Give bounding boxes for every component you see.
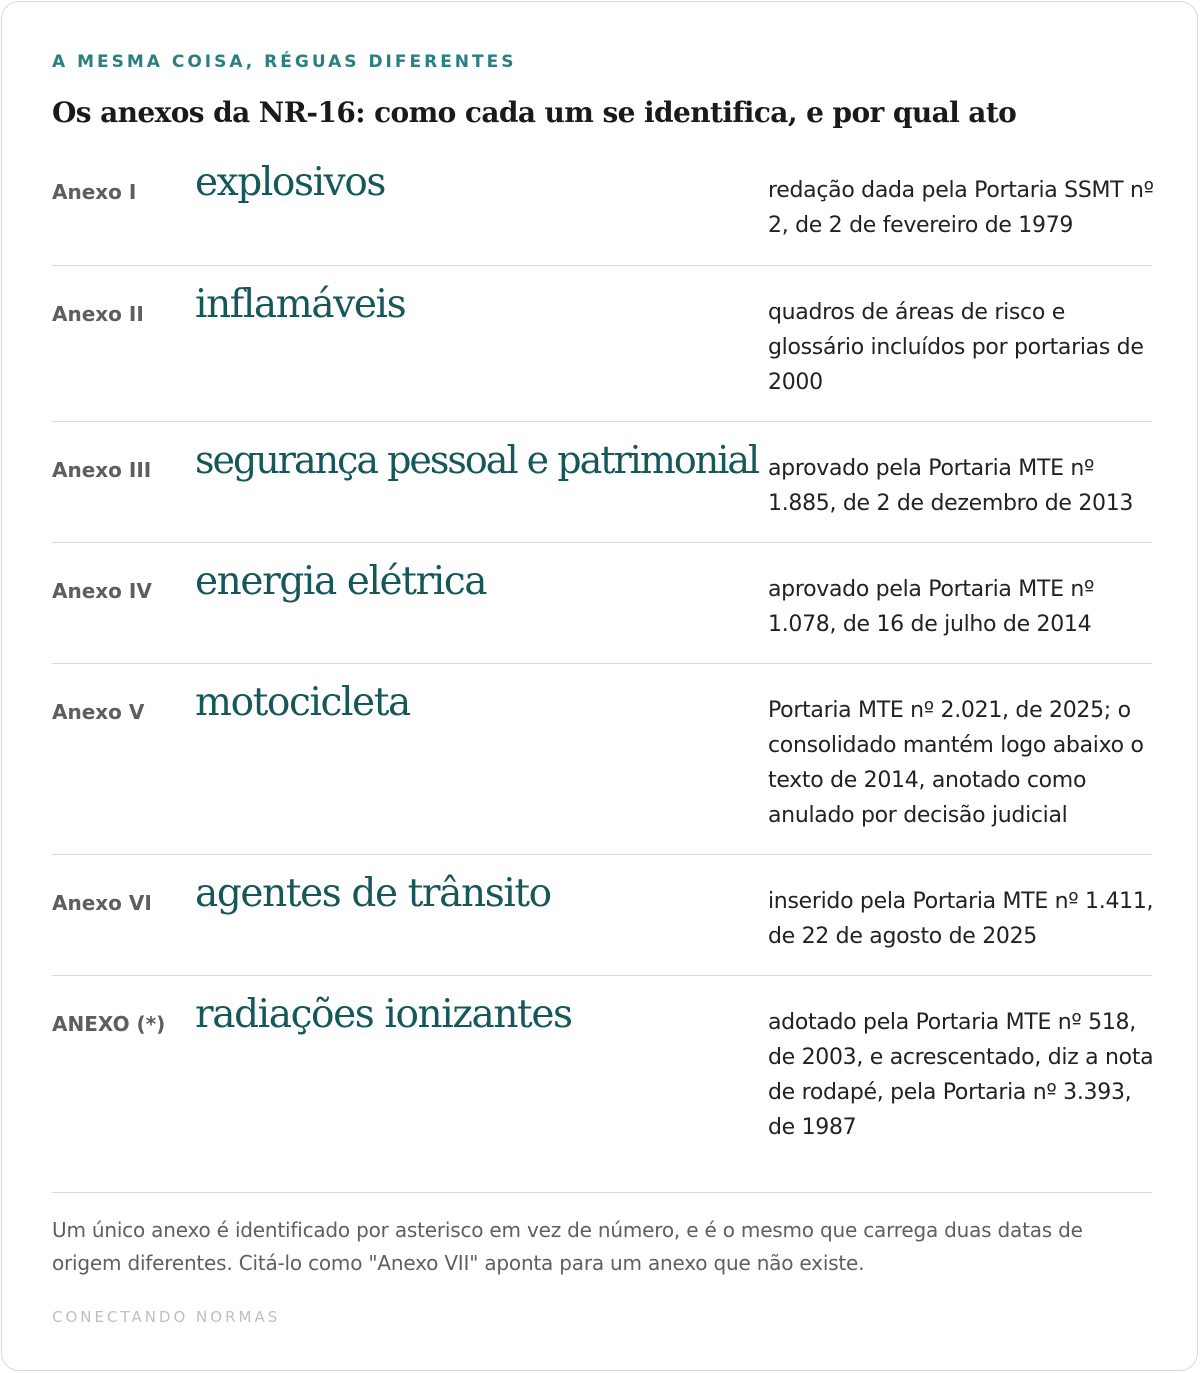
annex-note: redação dada pela Portaria SSMT nº 2, de 2 de fevereiro de 1979 xyxy=(768,178,1154,238)
footnote: Um único anexo é identificado por asterisco em vez de número, e é o mesmo que carrega duas datas de origem diferentes. Citá-lo como "Anexo VII" aponta para um anexo que não existe. xyxy=(52,1218,1083,1275)
annex-label: Anexo V xyxy=(52,700,145,724)
annex-topic: radiações ionizantes xyxy=(195,992,572,1037)
annex-label: Anexo I xyxy=(52,180,137,204)
annex-label: Anexo VI xyxy=(52,891,152,915)
annex-topic: segurança pessoal e patrimonial xyxy=(195,438,759,482)
annex-row xyxy=(52,855,1152,976)
annex-row xyxy=(52,976,1152,1193)
annex-note: quadros de áreas de risco e glossário incluídos por portarias de 2000 xyxy=(768,300,1144,395)
annex-label: Anexo II xyxy=(52,302,144,326)
annex-note: inserido pela Portaria MTE nº 1.411, de 22 de agosto de 2025 xyxy=(768,889,1154,949)
annex-note: aprovado pela Portaria MTE nº 1.078, de 16 de julho de 2014 xyxy=(768,577,1095,637)
annex-row xyxy=(52,422,1152,543)
annex-label: Anexo III xyxy=(52,458,152,482)
annex-topic: explosivos xyxy=(195,160,386,205)
annex-note: adotado pela Portaria MTE nº 518, de 2003, e acrescentado, diz a nota de rodapé, pela Portaria nº 3.393, de 1987 xyxy=(768,1010,1154,1140)
annex-topic: motocicleta xyxy=(195,680,410,725)
annex-label: Anexo IV xyxy=(52,579,152,603)
annex-row xyxy=(52,543,1152,664)
annex-topic: inflamáveis xyxy=(195,282,406,327)
annex-row xyxy=(52,266,1152,422)
annex-note: Portaria MTE nº 2.021, de 2025; o consolidado mantém logo abaixo o texto de 2014, anotado como anulado por decisão judicial xyxy=(768,698,1144,828)
page-title: Os anexos da NR-16: como cada um se identifica, e por qual ato xyxy=(52,96,1017,129)
brand-label: CONECTANDO NORMAS xyxy=(52,1308,281,1326)
eyebrow-label: A MESMA COISA, RÉGUAS DIFERENTES xyxy=(52,52,517,72)
annex-label: ANEXO (*) xyxy=(52,1012,166,1036)
annex-card xyxy=(1,1,1198,1371)
annex-note: aprovado pela Portaria MTE nº 1.885, de 2 de dezembro de 2013 xyxy=(768,456,1134,516)
annex-topic: agentes de trânsito xyxy=(195,871,551,916)
annex-topic: energia elétrica xyxy=(195,559,487,604)
annex-list xyxy=(52,144,1152,1193)
annex-row xyxy=(52,144,1152,266)
annex-row xyxy=(52,664,1152,855)
